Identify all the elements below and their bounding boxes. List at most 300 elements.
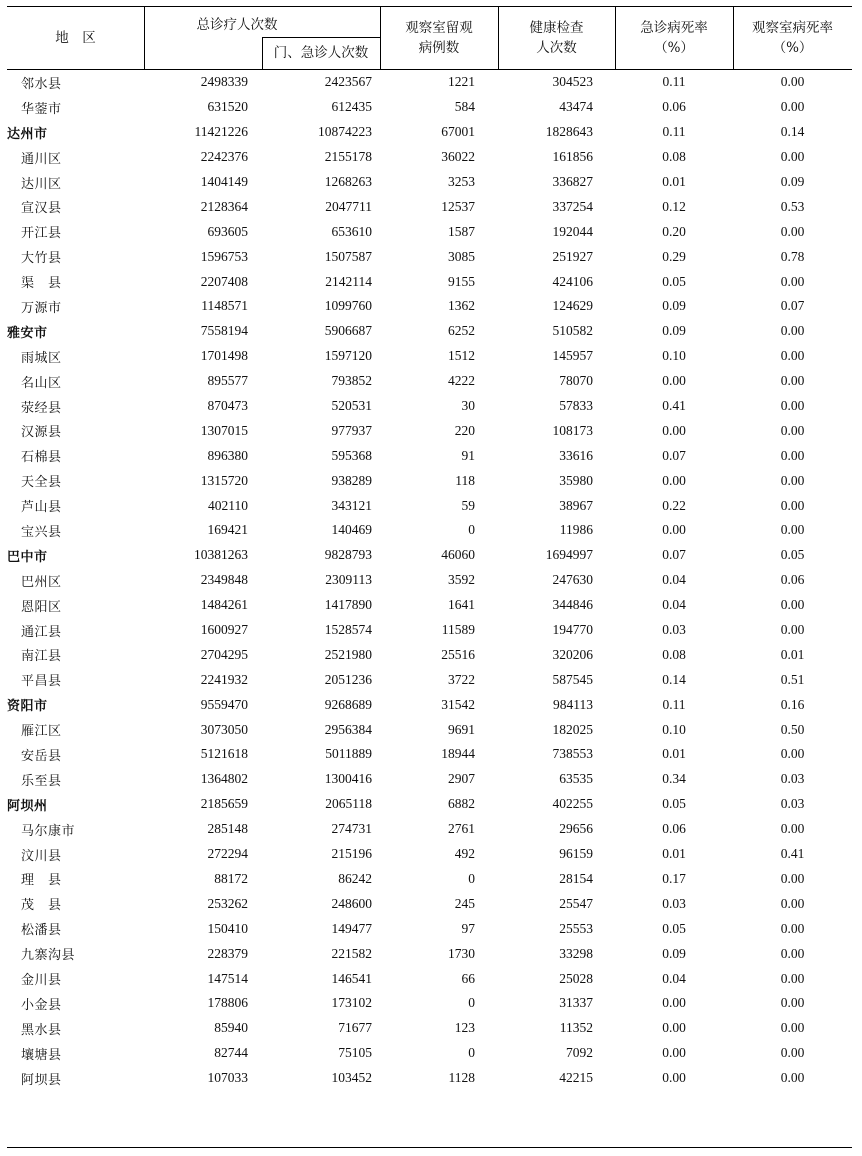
- header-total-visits: 总诊疗人次数: [196, 17, 278, 33]
- observation-mortality-cell: 0.03: [780, 771, 805, 787]
- outpatient-cell: 1507587: [324, 248, 372, 264]
- table-row: [7, 593, 852, 618]
- emergency-mortality-cell: 0.20: [662, 223, 686, 239]
- emergency-mortality-cell: 0.00: [662, 373, 686, 389]
- observation-cases-cell: 492: [454, 846, 475, 862]
- emergency-mortality-cell: 0.00: [662, 1045, 686, 1061]
- emergency-mortality-cell: 0.41: [662, 398, 686, 414]
- total-visits-cell: 9559470: [200, 696, 248, 712]
- outpatient-cell: 10874223: [318, 124, 372, 140]
- health-checkups-cell: 35980: [559, 472, 593, 488]
- observation-mortality-cell: 0.00: [780, 149, 805, 165]
- health-checkups-cell: 510582: [552, 323, 593, 339]
- outpatient-cell: 343121: [331, 497, 372, 513]
- total-visits-cell: 285148: [207, 821, 248, 837]
- total-visits-cell: 2349848: [200, 572, 248, 588]
- region-cell: 壤塘县: [21, 1047, 62, 1063]
- total-visits-cell: 870473: [207, 398, 248, 414]
- outpatient-cell: 71677: [338, 1020, 372, 1036]
- table-row: [7, 468, 852, 493]
- health-checkups-cell: 251927: [552, 248, 593, 264]
- table-row: [7, 867, 852, 892]
- health-checkups-cell: 25553: [559, 920, 593, 936]
- emergency-mortality-cell: 0.07: [662, 447, 686, 463]
- observation-mortality-cell: 0.03: [780, 796, 805, 812]
- outpatient-cell: 221582: [331, 945, 372, 961]
- observation-cases-cell: 1730: [448, 945, 475, 961]
- table-row: [7, 394, 852, 419]
- observation-mortality-cell: 0.00: [780, 622, 805, 638]
- emergency-mortality-cell: 0.00: [662, 422, 686, 438]
- emergency-mortality-cell: 0.11: [662, 74, 686, 90]
- observation-cases-cell: 2907: [448, 771, 475, 787]
- region-cell: 九寨沟县: [21, 948, 76, 964]
- region-cell: 宣汉县: [21, 201, 62, 217]
- header-health-checkups: 健康检查 人次数: [529, 20, 584, 56]
- outpatient-cell: 86242: [338, 870, 372, 886]
- region-cell: 名山区: [21, 375, 62, 391]
- table-row: [7, 1016, 852, 1041]
- emergency-mortality-cell: 0.04: [662, 572, 686, 588]
- observation-mortality-cell: 0.00: [780, 746, 805, 762]
- health-checkups-cell: 336827: [552, 174, 593, 189]
- health-checkups-cell: 33616: [559, 447, 593, 463]
- observation-mortality-cell: 0.00: [780, 323, 805, 339]
- observation-mortality-cell: 0.00: [780, 398, 805, 414]
- health-checkups-cell: 42215: [559, 1070, 593, 1086]
- total-visits-cell: 1484261: [200, 597, 248, 613]
- emergency-mortality-cell: 0.08: [662, 646, 686, 662]
- observation-mortality-cell: 0.00: [780, 970, 805, 986]
- observation-mortality-cell: 0.00: [780, 373, 805, 389]
- outpatient-cell: 1268263: [324, 174, 372, 189]
- observation-mortality-cell: 0.00: [780, 821, 805, 837]
- table-row: [7, 369, 852, 394]
- outpatient-cell: 173102: [331, 995, 372, 1011]
- table-row: [7, 95, 852, 120]
- emergency-mortality-cell: 0.00: [662, 995, 686, 1011]
- total-visits-cell: 147514: [207, 970, 248, 986]
- health-checkups-cell: 587545: [552, 671, 593, 687]
- health-checkups-cell: 738553: [552, 746, 593, 762]
- observation-mortality-cell: 0.14: [780, 124, 805, 140]
- observation-cases-cell: 1641: [448, 597, 475, 613]
- health-checkups-cell: 108173: [552, 422, 593, 438]
- region-cell: 汶川县: [21, 848, 62, 864]
- total-visits-cell: 2242376: [200, 149, 248, 165]
- health-checkups-cell: 344846: [552, 597, 593, 613]
- observation-cases-cell: 0: [468, 995, 475, 1011]
- header-region: 地 区: [55, 30, 96, 46]
- observation-cases-cell: 123: [454, 1020, 475, 1036]
- emergency-mortality-cell: 0.07: [662, 547, 686, 563]
- region-cell: 理 县: [21, 873, 62, 889]
- observation-mortality-cell: 0.00: [780, 1070, 805, 1086]
- observation-mortality-cell: 0.53: [780, 198, 805, 214]
- emergency-mortality-cell: 0.05: [662, 796, 686, 812]
- observation-mortality-cell: 0.00: [780, 522, 805, 538]
- outpatient-cell: 140469: [331, 522, 372, 538]
- health-checkups-cell: 28154: [559, 870, 593, 886]
- outpatient-cell: 2142114: [325, 273, 372, 289]
- region-cell: 茂 县: [21, 898, 62, 914]
- emergency-mortality-cell: 0.29: [662, 248, 686, 264]
- region-cell: 平昌县: [21, 674, 62, 690]
- table-row: [7, 916, 852, 941]
- health-checkups-cell: 7092: [566, 1045, 593, 1061]
- region-cell: 资阳市: [7, 699, 48, 715]
- observation-cases-cell: 18944: [441, 746, 475, 762]
- total-visits-cell: 10381263: [194, 547, 248, 563]
- total-visits-cell: 2498339: [200, 74, 248, 90]
- emergency-mortality-cell: 0.08: [662, 149, 686, 165]
- total-visits-cell: 82744: [214, 1045, 248, 1061]
- table-row: [7, 1041, 852, 1066]
- emergency-mortality-cell: 0.34: [662, 771, 686, 787]
- observation-cases-cell: 11589: [441, 622, 475, 638]
- health-checkups-cell: 182025: [552, 721, 593, 737]
- emergency-mortality-cell: 0.01: [662, 174, 686, 189]
- region-cell: 乐至县: [21, 773, 62, 789]
- emergency-mortality-cell: 0.06: [662, 821, 686, 837]
- emergency-mortality-cell: 0.05: [662, 920, 686, 936]
- outpatient-cell: 520531: [331, 398, 372, 414]
- total-visits-cell: 253262: [207, 895, 248, 911]
- observation-mortality-cell: 0.00: [780, 74, 805, 90]
- outpatient-cell: 938289: [331, 472, 372, 488]
- emergency-mortality-cell: 0.22: [662, 497, 686, 513]
- outpatient-cell: 1099760: [324, 298, 372, 314]
- outpatient-cell: 2155178: [324, 149, 372, 165]
- region-cell: 安岳县: [21, 748, 62, 764]
- table-row: [7, 145, 852, 170]
- total-visits-cell: 3073050: [200, 721, 248, 737]
- outpatient-cell: 595368: [331, 447, 372, 463]
- observation-mortality-cell: 0.00: [780, 422, 805, 438]
- table-row: [7, 219, 852, 244]
- health-checkups-cell: 11352: [559, 1020, 593, 1036]
- total-visits-cell: 228379: [207, 945, 248, 961]
- health-checkups-cell: 96159: [559, 846, 593, 862]
- observation-cases-cell: 59: [461, 497, 475, 513]
- observation-mortality-cell: 0.01: [780, 646, 805, 662]
- health-checkups-cell: 402255: [552, 796, 593, 812]
- observation-mortality-cell: 0.51: [780, 671, 805, 687]
- region-cell: 雁江区: [21, 724, 62, 740]
- table-row: [7, 170, 852, 195]
- emergency-mortality-cell: 0.01: [662, 746, 686, 762]
- table-row: [7, 568, 852, 593]
- health-checkups-cell: 1828643: [545, 124, 593, 140]
- observation-mortality-cell: 0.09: [780, 174, 805, 189]
- health-checkups-cell: 25028: [559, 970, 593, 986]
- region-cell: 雅安市: [7, 325, 48, 341]
- observation-cases-cell: 91: [461, 447, 475, 463]
- region-cell: 恩阳区: [21, 599, 62, 615]
- observation-mortality-cell: 0.00: [780, 472, 805, 488]
- health-checkups-cell: 124629: [552, 298, 593, 314]
- table-bottom-rule: [7, 1147, 852, 1148]
- header-observation-mortality: 观察室病死率 （%）: [752, 20, 833, 56]
- observation-cases-cell: 1362: [448, 298, 475, 314]
- region-cell: 开江县: [21, 226, 62, 242]
- region-cell: 达州市: [7, 126, 48, 142]
- region-cell: 雨城区: [21, 350, 62, 366]
- table-row: [7, 941, 852, 966]
- observation-cases-cell: 97: [461, 920, 475, 936]
- header-outpatient-emergency: 门、急诊人次数: [273, 45, 369, 61]
- table-row: [7, 518, 852, 543]
- total-visits-cell: 107033: [207, 1070, 248, 1086]
- observation-mortality-cell: 0.05: [780, 547, 805, 563]
- total-visits-cell: 1404149: [200, 174, 248, 189]
- health-checkups-cell: 29656: [559, 821, 593, 837]
- observation-cases-cell: 36022: [441, 149, 475, 165]
- observation-cases-cell: 0: [468, 870, 475, 886]
- health-checkups-cell: 984113: [553, 696, 593, 712]
- table-row: [7, 269, 852, 294]
- table-row: [7, 244, 852, 269]
- emergency-mortality-cell: 0.10: [662, 721, 686, 737]
- observation-cases-cell: 2761: [448, 821, 475, 837]
- table-body: [7, 70, 852, 1091]
- total-visits-cell: 2704295: [200, 646, 248, 662]
- observation-cases-cell: 220: [454, 422, 475, 438]
- observation-mortality-cell: 0.07: [780, 298, 805, 314]
- table-row: [7, 966, 852, 991]
- table-row: [7, 443, 852, 468]
- observation-cases-cell: 0: [468, 1045, 475, 1061]
- observation-mortality-cell: 0.00: [780, 945, 805, 961]
- region-cell: 芦山县: [21, 500, 62, 516]
- total-visits-cell: 1701498: [200, 348, 248, 364]
- total-visits-cell: 1307015: [200, 422, 248, 438]
- region-cell: 石棉县: [21, 450, 62, 466]
- region-cell: 邻水县: [21, 76, 62, 92]
- table-row: [7, 991, 852, 1016]
- region-cell: 阿坝州: [7, 798, 48, 814]
- observation-cases-cell: 584: [454, 99, 475, 115]
- emergency-mortality-cell: 0.14: [662, 671, 686, 687]
- region-cell: 通江县: [21, 624, 62, 640]
- observation-cases-cell: 3253: [448, 174, 475, 189]
- region-cell: 黑水县: [21, 1022, 62, 1038]
- observation-mortality-cell: 0.50: [780, 721, 805, 737]
- observation-cases-cell: 66: [461, 970, 475, 986]
- health-checkups-cell: 161856: [552, 149, 593, 165]
- region-cell: 宝兴县: [21, 524, 62, 540]
- total-visits-cell: 7558194: [200, 323, 248, 339]
- observation-cases-cell: 31542: [441, 696, 475, 712]
- observation-cases-cell: 67001: [441, 124, 475, 140]
- emergency-mortality-cell: 0.12: [662, 198, 686, 214]
- emergency-mortality-cell: 0.09: [662, 298, 686, 314]
- health-checkups-cell: 247630: [552, 572, 593, 588]
- table-row: [7, 120, 852, 145]
- observation-mortality-cell: 0.00: [780, 1020, 805, 1036]
- outpatient-cell: 274731: [331, 821, 372, 837]
- emergency-mortality-cell: 0.05: [662, 273, 686, 289]
- total-visits-cell: 2241932: [200, 671, 248, 687]
- table-row: [7, 618, 852, 643]
- table-row: [7, 717, 852, 742]
- observation-mortality-cell: 0.00: [780, 223, 805, 239]
- total-visits-cell: 11421226: [194, 124, 248, 140]
- table-row: [7, 319, 852, 344]
- outpatient-cell: 2956384: [324, 721, 372, 737]
- region-cell: 松潘县: [21, 923, 62, 939]
- table-row: [7, 692, 852, 717]
- total-visits-cell: 150410: [207, 920, 248, 936]
- total-visits-cell: 2185659: [200, 796, 248, 812]
- observation-mortality-cell: 0.00: [780, 348, 805, 364]
- table-row: [7, 70, 852, 95]
- observation-cases-cell: 25516: [441, 646, 475, 662]
- region-cell: 渠 县: [21, 276, 62, 292]
- observation-cases-cell: 1587: [448, 223, 475, 239]
- observation-mortality-cell: 0.41: [780, 846, 805, 862]
- observation-cases-cell: 6882: [448, 796, 475, 812]
- table-row: [7, 667, 852, 692]
- region-cell: 通川区: [21, 151, 62, 167]
- observation-cases-cell: 9155: [448, 273, 475, 289]
- observation-mortality-cell: 0.00: [780, 597, 805, 613]
- outpatient-cell: 2051236: [324, 671, 372, 687]
- table-row: [7, 742, 852, 767]
- outpatient-cell: 1300416: [324, 771, 372, 787]
- health-checkups-cell: 145957: [552, 348, 593, 364]
- emergency-mortality-cell: 0.03: [662, 895, 686, 911]
- health-checkups-cell: 337254: [552, 198, 593, 214]
- table-row: [7, 891, 852, 916]
- outpatient-cell: 2423567: [324, 74, 372, 90]
- table-header: [7, 7, 852, 70]
- emergency-mortality-cell: 0.04: [662, 970, 686, 986]
- region-cell: 巴中市: [7, 549, 48, 565]
- health-checkups-cell: 192044: [552, 223, 593, 239]
- emergency-mortality-cell: 0.11: [662, 696, 686, 712]
- observation-cases-cell: 0: [468, 522, 475, 538]
- emergency-mortality-cell: 0.00: [662, 1020, 686, 1036]
- emergency-mortality-cell: 0.00: [662, 472, 686, 488]
- outpatient-cell: 1417890: [324, 597, 372, 613]
- health-checkups-cell: 194770: [552, 622, 593, 638]
- total-visits-cell: 5121618: [200, 746, 248, 762]
- observation-mortality-cell: 0.16: [780, 696, 805, 712]
- outpatient-cell: 2521980: [324, 646, 372, 662]
- total-visits-cell: 1315720: [200, 472, 248, 488]
- outpatient-cell: 103452: [331, 1070, 372, 1086]
- outpatient-cell: 215196: [331, 846, 372, 862]
- total-visits-cell: 1148571: [201, 298, 248, 314]
- region-cell: 马尔康市: [21, 823, 76, 839]
- outpatient-cell: 9828793: [324, 547, 372, 563]
- outpatient-cell: 248600: [331, 895, 372, 911]
- health-checkups-cell: 57833: [559, 398, 593, 414]
- table-row: [7, 194, 852, 219]
- outpatient-cell: 75105: [338, 1045, 372, 1061]
- emergency-mortality-cell: 0.00: [662, 1070, 686, 1086]
- health-checkups-cell: 304523: [552, 74, 593, 90]
- emergency-mortality-cell: 0.04: [662, 597, 686, 613]
- header-observation-cases: 观察室留观 病例数: [405, 20, 473, 56]
- table-row: [7, 817, 852, 842]
- outpatient-cell: 2065118: [325, 796, 372, 812]
- health-checkups-cell: 11986: [559, 522, 593, 538]
- observation-cases-cell: 3085: [448, 248, 475, 264]
- outpatient-cell: 793852: [331, 373, 372, 389]
- table-row: [7, 642, 852, 667]
- outpatient-cell: 1597120: [324, 348, 372, 364]
- region-cell: 巴州区: [21, 574, 62, 590]
- region-cell: 万源市: [21, 300, 62, 316]
- emergency-mortality-cell: 0.11: [662, 124, 686, 140]
- table-row: [7, 344, 852, 369]
- observation-mortality-cell: 0.78: [780, 248, 805, 264]
- table-row: [7, 842, 852, 867]
- observation-mortality-cell: 0.06: [780, 572, 805, 588]
- total-visits-cell: 1364802: [200, 771, 248, 787]
- header-emergency-mortality: 急诊病死率 （%）: [640, 20, 708, 56]
- observation-mortality-cell: 0.00: [780, 870, 805, 886]
- total-visits-cell: 402110: [208, 497, 248, 513]
- emergency-mortality-cell: 0.09: [662, 945, 686, 961]
- outpatient-cell: 5906687: [324, 323, 372, 339]
- table-row: [7, 543, 852, 568]
- observation-cases-cell: 4222: [448, 373, 475, 389]
- outpatient-cell: 5011889: [325, 746, 372, 762]
- emergency-mortality-cell: 0.06: [662, 99, 686, 115]
- outpatient-cell: 653610: [331, 223, 372, 239]
- total-visits-cell: 631520: [207, 99, 248, 115]
- region-cell: 荥经县: [21, 400, 62, 416]
- health-checkups-cell: 43474: [559, 99, 593, 115]
- emergency-mortality-cell: 0.10: [662, 348, 686, 364]
- emergency-mortality-cell: 0.01: [662, 846, 686, 862]
- observation-cases-cell: 3592: [448, 572, 475, 588]
- emergency-mortality-cell: 0.00: [662, 522, 686, 538]
- observation-cases-cell: 3722: [448, 671, 475, 687]
- statistics-table: [7, 70, 852, 1091]
- outpatient-cell: 2309113: [325, 572, 372, 588]
- observation-mortality-cell: 0.00: [780, 273, 805, 289]
- total-visits-cell: 1596753: [200, 248, 248, 264]
- outpatient-cell: 9268689: [324, 696, 372, 712]
- health-checkups-cell: 78070: [559, 373, 593, 389]
- region-cell: 汉源县: [21, 425, 62, 441]
- total-visits-cell: 895577: [207, 373, 248, 389]
- outpatient-cell: 2047711: [325, 198, 372, 214]
- table-row: [7, 767, 852, 792]
- total-visits-cell: 169421: [207, 522, 248, 538]
- health-checkups-cell: 31337: [559, 995, 593, 1011]
- health-checkups-cell: 63535: [559, 771, 593, 787]
- table-row: [7, 418, 852, 443]
- region-cell: 达川区: [21, 176, 62, 192]
- observation-cases-cell: 1221: [448, 74, 475, 90]
- total-visits-cell: 1600927: [200, 622, 248, 638]
- emergency-mortality-cell: 0.17: [662, 870, 686, 886]
- region-cell: 金川县: [21, 973, 62, 988]
- observation-cases-cell: 6252: [448, 323, 475, 339]
- health-checkups-cell: 320206: [552, 646, 593, 662]
- observation-mortality-cell: 0.00: [780, 99, 805, 115]
- observation-mortality-cell: 0.00: [780, 447, 805, 463]
- observation-mortality-cell: 0.00: [780, 1045, 805, 1061]
- total-visits-cell: 178806: [207, 995, 248, 1011]
- observation-cases-cell: 46060: [441, 547, 475, 563]
- health-checkups-cell: 424106: [552, 273, 593, 289]
